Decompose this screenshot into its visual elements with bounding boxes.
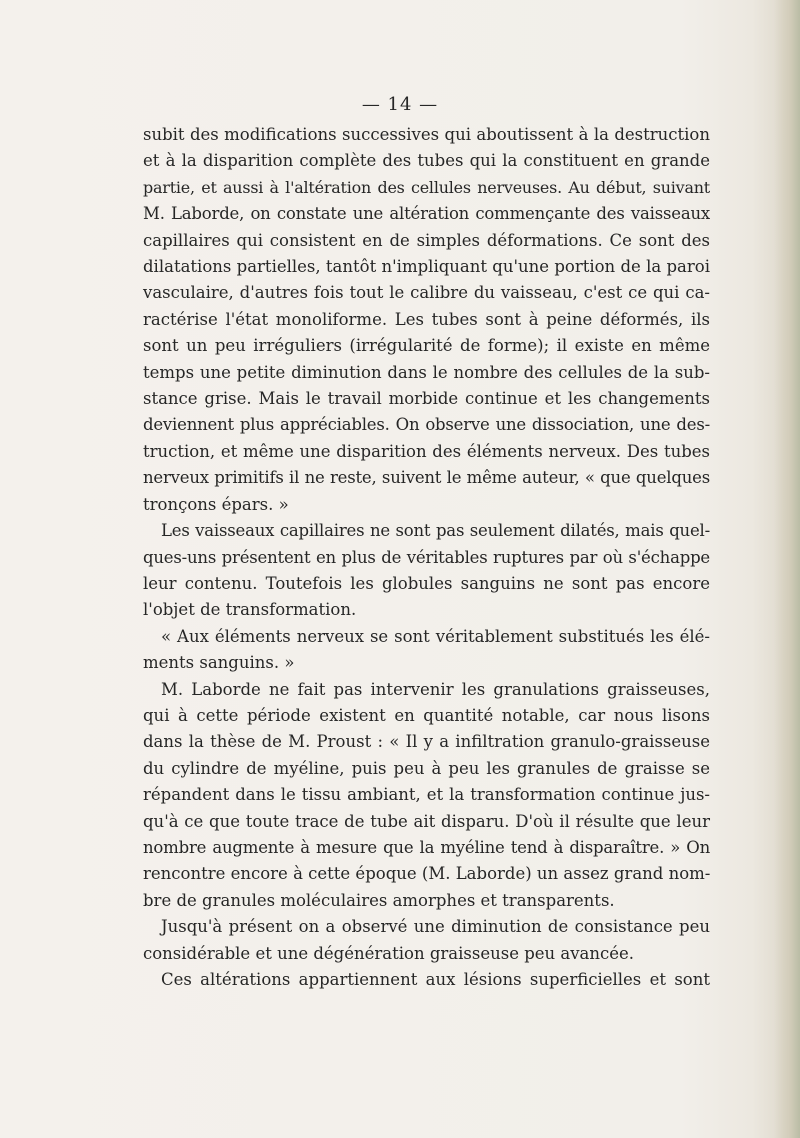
text-line: qui à cette période existent en quantité notable, car nous lisons bbox=[143, 705, 710, 725]
text-line: partie, et aussi à l'altération des cellules nerveuses. Au début, suivant bbox=[143, 177, 710, 197]
text-line: « Aux éléments nerveux se sont véritablement substitués les élé- bbox=[161, 626, 710, 646]
text-line: temps une petite diminution dans le nombre des cellules de la sub- bbox=[143, 362, 710, 382]
text-line: nombre augmente à mesure que la myéline tend à disparaître. » On bbox=[143, 837, 710, 857]
text-line: M. Laborde ne fait pas intervenir les granulations graisseuses, bbox=[161, 679, 710, 699]
text-line: M. Laborde, on constate une altération commençante des vaisseaux bbox=[143, 204, 710, 224]
text-line: tronçons épars. » bbox=[143, 494, 289, 514]
text-line: répandent dans le tissu ambiant, et la transformation continue jus- bbox=[143, 785, 710, 805]
text-line: l'objet de transformation. bbox=[143, 600, 357, 620]
text-line: du cylindre de myéline, puis peu à peu les granules de graisse se bbox=[143, 758, 710, 778]
text-line: Ces altérations appartiennent aux lésions superficielles et sont bbox=[161, 970, 710, 989]
page-edge-shading bbox=[774, 0, 800, 1138]
text-line: sont un peu irréguliers (irrégularité de forme); il existe en même bbox=[143, 336, 710, 356]
text-line: rencontre encore à cette époque (M. Laborde) un assez grand nom- bbox=[143, 864, 711, 884]
text-line: ques-uns présentent en plus de véritables ruptures par où s'échappe bbox=[143, 547, 710, 567]
text-line: subit des modifications successives qui aboutissent à la destruction bbox=[143, 125, 710, 144]
text-line: nerveux primitifs il ne reste, suivent le même auteur, « que quelques bbox=[143, 468, 710, 488]
text-line: ments sanguins. » bbox=[143, 653, 295, 673]
text-line: qu'à ce que toute trace de tube ait disparu. D'où il résulte que leur bbox=[143, 811, 710, 831]
text-line: truction, et même une disparition des éléments nerveux. Des tubes bbox=[143, 441, 710, 461]
text-line: dans la thèse de M. Proust : « Il y a infiltration granulo-graisseuse bbox=[143, 732, 710, 752]
text-line: capillaires qui consistent en de simples déformations. Ce sont des bbox=[143, 230, 710, 250]
text-line: vasculaire, d'autres fois tout le calibre du vaisseau, c'est ce qui ca- bbox=[143, 283, 710, 303]
page-number: — 14 — bbox=[361, 94, 439, 115]
text-line: deviennent plus appréciables. On observe une dissociation, une des- bbox=[143, 415, 710, 435]
text-line: considérable et une dégénération graisseuse peu avancée. bbox=[143, 943, 635, 963]
body-text bbox=[143, 122, 710, 993]
text-line: bre de granules moléculaires amorphes et transparents. bbox=[143, 890, 615, 910]
text-line: Les vaisseaux capillaires ne sont pas seulement dilatés, mais quel- bbox=[161, 521, 710, 541]
text-line: ractérise l'état monoliforme. Les tubes sont à peine déformés, ils bbox=[143, 309, 710, 329]
text-line: dilatations partielles, tantôt n'impliquant qu'une portion de la paroi bbox=[143, 257, 710, 277]
text-line: leur contenu. Toutefois les globules sanguins ne sont pas encore bbox=[143, 573, 710, 593]
text-line: stance grise. Mais le travail morbide continue et les changements bbox=[143, 389, 710, 409]
text-line: et à la disparition complète des tubes qui la constituent en grande bbox=[143, 151, 710, 171]
text-line: Jusqu'à présent on a observé une diminution de consistance peu bbox=[161, 917, 710, 937]
